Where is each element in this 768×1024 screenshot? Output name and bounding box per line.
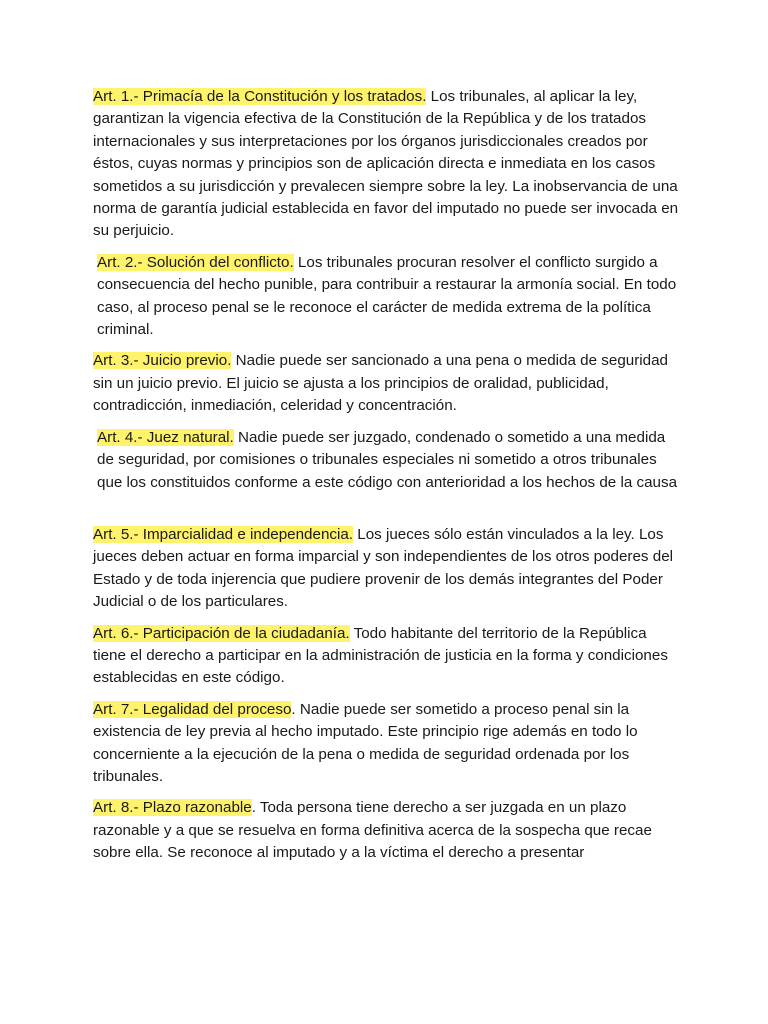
article-heading: Art. 2.- Solución del conflicto. [97, 253, 294, 271]
article-heading: Art. 3.- Juicio previo. [93, 352, 232, 370]
article-8 [93, 797, 683, 864]
article-heading: Art. 6.- Participación de la ciudadanía. [93, 624, 350, 642]
article-text: Nadie puede ser juzgado, condenado o sometido a una medida de seguridad, por comisiones o tribunales especiales ni sometido a otros tribunales que los constituidos conforme a este código con anterioridad a los hechos de la causa [97, 428, 678, 491]
article-heading: Art. 1.- Primacía de la Constitución y los tratados. [93, 88, 427, 105]
article-1 [93, 86, 683, 243]
article-text: Los tribunales procuran resolver el conflicto surgido a consecuencia del hecho punible, para contribuir a restaurar la armonía social. En todo caso, al proceso penal se le reconoce el carácter de medida extrema de la política criminal. [97, 253, 677, 339]
article-text: Todo habitante del territorio de la República tiene el derecho a participar en la administración de justicia en la forma y condiciones establecidas en este código. [93, 624, 668, 687]
article-4 [93, 427, 683, 494]
article-3 [93, 350, 683, 417]
article-heading: Art. 4.- Juez natural. [97, 428, 234, 446]
article-text: Los tribunales, al aplicar la ley, garantizan la vigencia efectiva de la Constitución de la República y de los tratados internacionales y sus interpretaciones por los órganos jurisdiccionales creados por éstos, cuyas normas y principios son de aplicación directa e inmediata en los casos sometidos a su jurisdicción y prevalecen siempre sobre la ley. La inobservancia de una norma de garantía judicial establecida en favor del imputado no puede ser invocada en su perjuicio. [93, 88, 679, 240]
article-text: Nadie puede ser sancionado a una pena o medida de seguridad sin un juicio previo. El juicio se ajusta a los principios de oralidad, publicidad, contradicción, inmediación, celeridad y concentración. [93, 352, 668, 415]
article-6 [93, 623, 683, 690]
article-text: . Toda persona tiene derecho a ser juzgada en un plazo razonable y a que se resuelva en forma definitiva acerca de la sospecha que recae sobre ella. Se reconoce al imputado y a la víctima el derecho a presentar [93, 799, 652, 862]
article-text: Los jueces sólo están vinculados a la ley. Los jueces deben actuar en forma imparcial y son independientes de los otros poderes del Estado y de toda injerencia que pudiere provenir de los demás integrantes del Poder Judicial o de los particulares. [93, 525, 674, 611]
article-2 [93, 252, 683, 342]
article-heading: Art. 8.- Plazo razonable [93, 799, 252, 817]
article-heading: Art. 7.- Legalidad del proceso [93, 700, 292, 718]
article-text: . Nadie puede ser sometido a proceso penal sin la existencia de ley previa al hecho imputado. Este principio rige además en todo lo concerniente a la ejecución de la pena o medida de seguridad ordenada por los tribunales. [93, 700, 638, 785]
article-heading: Art. 5.- Imparcialidad e independencia. [93, 525, 354, 543]
article-7 [93, 699, 683, 789]
article-5 [93, 524, 683, 614]
document-body [93, 86, 683, 874]
